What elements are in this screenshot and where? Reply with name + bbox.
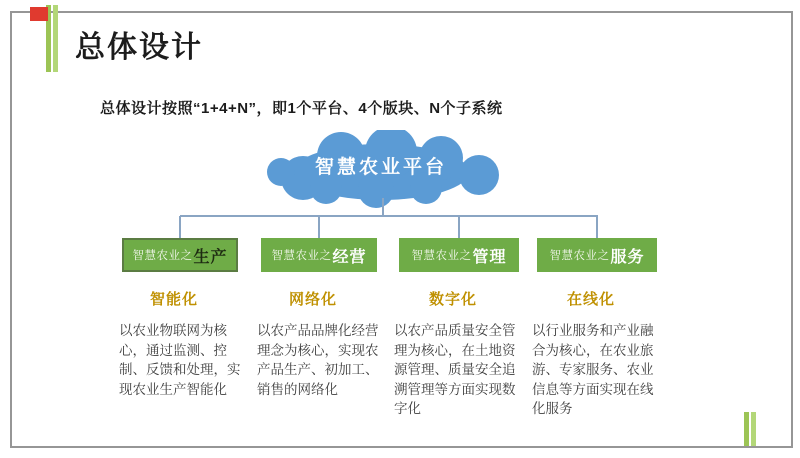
connector-line-stem: [382, 198, 384, 216]
branch-keyword-label: 网络化: [288, 291, 337, 308]
connector-line-horizontal: [180, 215, 598, 217]
page-title: 总体设计: [75, 31, 203, 64]
platform-cloud-label: 智慧农业平台: [314, 156, 447, 178]
branch-keyword-label: 数字化: [428, 291, 477, 308]
connector-line-drop: [318, 216, 320, 239]
branch-box-suffix: 生产: [193, 248, 228, 266]
subtitle: 总体设计按照“1+4+N”，即1个平台、4个版块、N个子系统: [100, 100, 503, 117]
branch-keyword-label: 智能化: [149, 291, 198, 308]
platform-cloud-node: [251, 130, 511, 208]
branch-box-suffix: 服务: [610, 248, 645, 266]
branch-box-service: [537, 238, 657, 272]
branch-box-management: [399, 238, 519, 272]
branch-box-suffix: 管理: [472, 248, 507, 266]
branch-box-prefix: 智慧农业之: [549, 250, 610, 262]
branch-box-prefix: 智慧农业之: [411, 250, 472, 262]
connector-line-drop: [596, 216, 598, 239]
branch-box-suffix: 经营: [332, 248, 367, 266]
branch-box-prefix: 智慧农业之: [132, 250, 193, 262]
connector-line-drop: [179, 216, 181, 239]
branch-keyword-label: 在线化: [566, 291, 615, 308]
branch-box-operation: [261, 238, 377, 272]
branch-description: 以农产品质量安全管理为核心，在土地资源管理、质量安全追溯管理等方面实现数字化: [394, 323, 516, 417]
accent-bars-bottom-right: [744, 412, 756, 446]
corner-red-mark: [30, 7, 48, 21]
branch-description: 以农产品品牌化经营理念为核心，实现农产品生产、初加工、销售的网络化: [257, 323, 379, 397]
branch-box-prefix: 智慧农业之: [271, 250, 332, 262]
branch-box-production: [122, 238, 238, 272]
branch-description: 以行业服务和产业融合为核心，在农业旅游、专家服务、农业信息等方面实现在线化服务: [532, 323, 654, 417]
connector-line-drop: [458, 216, 460, 239]
branch-description: 以农业物联网为核心，通过监测、控制、反馈和处理，实现农业生产智能化: [119, 323, 241, 397]
